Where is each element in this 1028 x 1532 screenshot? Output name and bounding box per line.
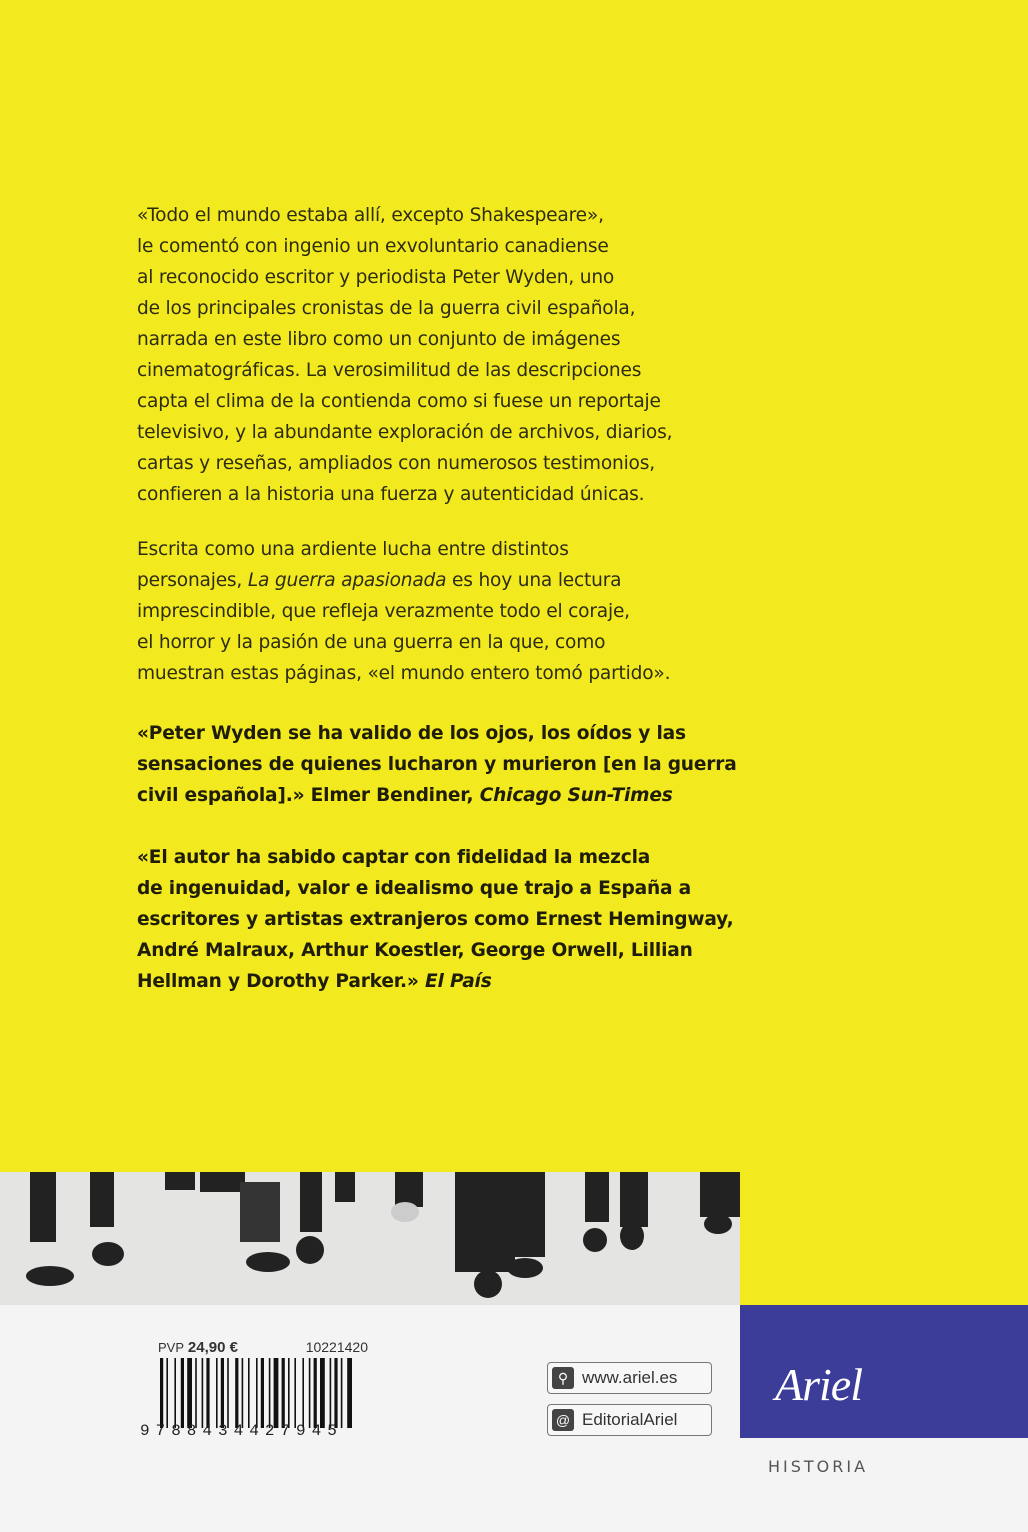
blurb-line: imprescindible, que refleja verazmente todo el coraje, xyxy=(137,601,630,622)
quote-line xyxy=(137,780,757,811)
blurb-paragraph-1 xyxy=(137,200,757,510)
website-link[interactable] xyxy=(547,1362,712,1394)
blurb-line: cinematográficas. La verosimilitud de las descripciones xyxy=(137,360,642,381)
blurb-line: le comentó con ingenio un exvoluntario canadiense xyxy=(137,236,609,257)
product-code: 10221420 xyxy=(305,1339,368,1355)
quote-text: Hellman y Dorothy Parker.» xyxy=(137,971,426,992)
isbn-number: 9788434427945 xyxy=(140,1422,343,1440)
quote-line: «Peter Wyden se ha valido de los ojos, los oídos y las xyxy=(137,723,686,744)
blurb-text: personajes, xyxy=(137,570,248,591)
price: 24,90 € xyxy=(187,1339,238,1356)
collection-label: HISTORIA xyxy=(768,1457,869,1476)
website-url: www.ariel.es xyxy=(582,1368,678,1387)
blurb-line: confieren a la historia una fuerza y autenticidad únicas. xyxy=(137,484,645,505)
review-quote-2 xyxy=(137,842,757,997)
quote-line xyxy=(137,966,757,997)
search-icon: ⚲ xyxy=(552,1367,574,1389)
blurb-text: es hoy una lectura xyxy=(446,570,622,591)
blurb-line xyxy=(137,565,757,596)
blurb-line: de los principales cronistas de la guerra civil española, xyxy=(137,298,636,319)
blurb-line: capta el clima de la contienda como si fuese un reportaje xyxy=(137,391,661,412)
quote-line: escritores y artistas extranjeros como Ernest Hemingway, xyxy=(137,909,734,930)
quote-line: André Malraux, Arthur Koestler, George Orwell, Lillian xyxy=(137,940,693,961)
quote-text: civil española].» Elmer Bendiner, xyxy=(137,785,480,806)
quote-line: de ingenuidad, valor e idealismo que trajo a España a xyxy=(137,878,692,899)
price-row xyxy=(158,1339,368,1356)
blurb-line: cartas y reseñas, ampliados con numerosos testimonios, xyxy=(137,453,655,474)
publisher-logo: Ariel xyxy=(775,1359,862,1410)
blurb-line: narrada en este libro como un conjunto de imágenes xyxy=(137,329,621,350)
quote-line: sensaciones de quienes lucharon y murieron [en la guerra xyxy=(137,754,737,775)
pvp-label: PVP xyxy=(158,1340,185,1355)
quote-line: «El autor ha sabido captar con fidelidad la mezcla xyxy=(137,847,651,868)
blurb-line: el horror y la pasión de una guerra en la que, como xyxy=(137,632,606,653)
blurb-line: Escrita como una ardiente lucha entre distintos xyxy=(137,539,569,560)
book-title: La guerra apasionada xyxy=(247,570,447,591)
blurb-line: al reconocido escritor y periodista Peter Wyden, uno xyxy=(137,267,615,288)
review-quote-1 xyxy=(137,718,757,811)
marching-feet-photo xyxy=(0,1172,740,1305)
barcode xyxy=(160,1358,368,1428)
yellow-strip-right xyxy=(740,1172,1028,1305)
at-icon: @ xyxy=(552,1409,574,1431)
blurb-paragraph-2 xyxy=(137,534,757,689)
social-handle-link[interactable] xyxy=(547,1404,712,1436)
quote-source: Chicago Sun-Times xyxy=(479,785,673,806)
blurb-line: televisivo, y la abundante exploración de archivos, diarios, xyxy=(137,422,673,443)
quote-source: El País xyxy=(425,971,492,992)
blurb-line: muestran estas páginas, «el mundo entero tomó partido». xyxy=(137,663,671,684)
social-handle: EditorialAriel xyxy=(582,1410,678,1429)
blurb-line: «Todo el mundo estaba allí, excepto Shakespeare», xyxy=(137,205,604,226)
